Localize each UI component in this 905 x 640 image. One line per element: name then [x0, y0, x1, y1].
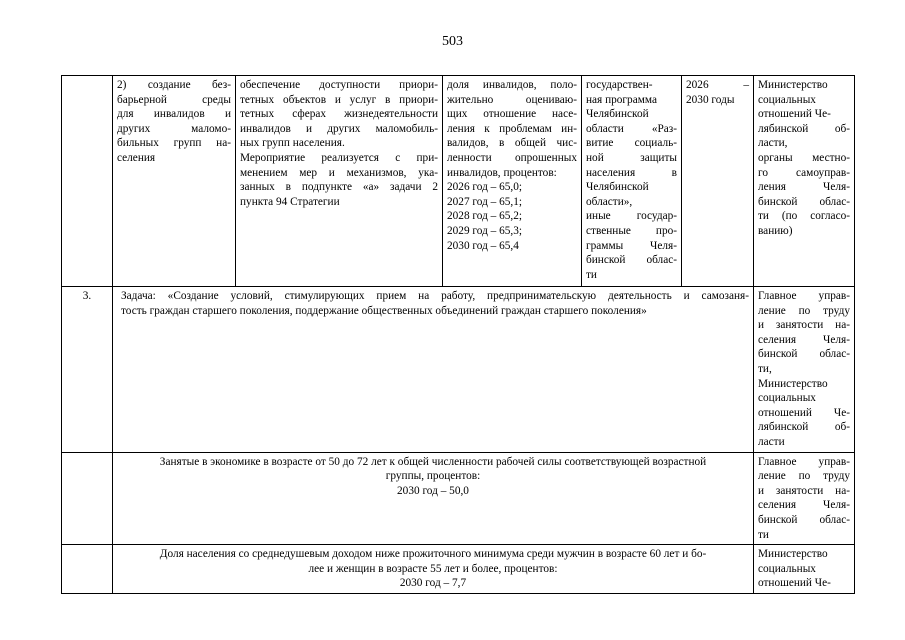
- responsible-line: отношений Че-: [758, 108, 831, 121]
- responsible-line: ванию): [758, 224, 793, 237]
- responsible-cell: [754, 287, 855, 453]
- responsible-line: селения Челя-: [758, 333, 850, 346]
- program-line: ной защиты: [586, 151, 677, 164]
- responsible-line: Министерство: [758, 79, 828, 91]
- responsible-line: ти (по согласо-: [758, 210, 850, 223]
- indicator-line: 2030 год – 65,4: [447, 239, 519, 252]
- table-row: [62, 545, 855, 594]
- responsible-line: селения Челя-: [758, 499, 850, 512]
- measure-line: занных в подпункте «а» задачи 2: [240, 181, 438, 194]
- task-line: для инвалидов и: [117, 108, 231, 121]
- indicator-line: Занятые в экономике в возрасте от 50 до 72 лет к общей численности рабочей силы соответствующей возрастной: [159, 455, 707, 468]
- task-line: селения: [117, 151, 156, 164]
- period-line: 2026 –: [686, 79, 749, 91]
- program-line: витие социаль-: [586, 137, 677, 150]
- program-cell: [582, 76, 682, 287]
- responsible-line: ти: [758, 528, 769, 541]
- responsible-line: органы местно-: [758, 151, 850, 164]
- period-line: 2030 годы: [686, 93, 735, 106]
- indicator-line: ленности опрошенных: [447, 151, 577, 164]
- measure-line: обеспечение доступности приори-: [240, 79, 438, 91]
- program-line: иные государ-: [586, 210, 677, 223]
- task-cell: [113, 76, 236, 287]
- task-line: барьерной среды: [117, 93, 231, 106]
- row-number-cell: [62, 545, 113, 594]
- responsible-line: Главное управ-: [758, 290, 850, 302]
- measure-line: менением мер и механизмов, ука-: [240, 166, 438, 179]
- responsible-line: ления Челя-: [758, 181, 850, 194]
- responsible-line: и занятости на-: [758, 484, 850, 497]
- measure-line: ных групп населения.: [240, 137, 345, 150]
- measure-line: тетных объектов и услуг в приори-: [240, 93, 438, 106]
- program-line: области «Раз-: [586, 122, 677, 135]
- indicator-line: 2027 год – 65,1;: [447, 195, 523, 208]
- indicator-line: 2030 год – 50,0: [397, 484, 469, 497]
- table-row: [62, 452, 855, 545]
- indicator-line: жительно оцениваю-: [447, 93, 577, 106]
- responsible-line: ти,: [758, 362, 772, 375]
- table-row: [62, 287, 855, 453]
- responsible-line: ление по труду: [758, 304, 850, 317]
- period-cell: [682, 76, 754, 287]
- task-cell: [113, 287, 754, 453]
- responsible-cell: [754, 76, 855, 287]
- program-line: ная программа: [586, 93, 657, 106]
- responsible-line: социальных: [758, 562, 816, 575]
- program-line: Челябинской: [586, 108, 649, 121]
- responsible-line: го самоуправ-: [758, 166, 850, 179]
- program-line: государствен-: [586, 79, 653, 91]
- responsible-line: Министерство: [758, 548, 828, 561]
- indicator-line: валидов, в общей чис-: [447, 137, 577, 150]
- responsible-line: ление по труду: [758, 470, 850, 483]
- row-number-cell: [62, 76, 113, 287]
- responsible-line: Министерство: [758, 377, 828, 390]
- indicator-line: ления к проблемам ин-: [447, 122, 577, 135]
- responsible-line: отношений Че-: [758, 577, 831, 590]
- indicator-cell: [113, 452, 754, 545]
- program-line: Челябинской: [586, 181, 649, 194]
- responsible-line: бинской облас-: [758, 348, 850, 361]
- measure-line: инвалидов и других маломобиль-: [240, 122, 438, 135]
- responsible-line: ласти,: [758, 137, 788, 150]
- responsible-line: лябинской об-: [758, 421, 850, 434]
- program-line: области»,: [586, 195, 633, 208]
- responsible-line: ласти: [758, 435, 785, 448]
- task-line: бильных групп на-: [117, 137, 231, 150]
- measure-line: тетных сферах жизнедеятельности: [240, 108, 438, 121]
- strategy-table: [61, 75, 855, 594]
- measure-line: пункта 94 Стратегии: [240, 195, 340, 208]
- row-number-cell: 3.: [62, 287, 113, 453]
- indicator-line: лее и женщин в возрасте 55 лет и более, процентов:: [308, 562, 558, 575]
- program-line: населения в: [586, 166, 677, 179]
- responsible-line: отношений Че-: [758, 406, 850, 419]
- indicator-cell: [113, 545, 754, 594]
- indicator-line: 2028 год – 65,2;: [447, 210, 523, 223]
- responsible-cell: [754, 545, 855, 594]
- responsible-line: социальных: [758, 392, 816, 405]
- indicator-line: группы, процентов:: [385, 470, 481, 483]
- row-number-cell: [62, 452, 113, 545]
- task-line: других маломо-: [117, 122, 231, 135]
- indicator-line: 2030 год – 7,7: [399, 577, 467, 590]
- measure-line: Мероприятие реализуется с при-: [240, 151, 438, 164]
- indicator-cell: [443, 76, 582, 287]
- responsible-cell: [754, 452, 855, 545]
- program-line: ти: [586, 268, 597, 281]
- responsible-line: бинской облас-: [758, 513, 850, 526]
- task-line: 2) создание без-: [117, 79, 231, 91]
- responsible-line: лябинской об-: [758, 122, 850, 135]
- indicator-line: 2029 год – 65,3;: [447, 224, 523, 237]
- task-line: тость граждан старшего поколения, поддержание общественных объединений граждан старшего поколения»: [121, 304, 647, 317]
- responsible-line: социальных: [758, 93, 816, 106]
- program-line: бинской облас-: [586, 254, 677, 267]
- program-line: ственные про-: [586, 224, 677, 237]
- responsible-line: и занятости на-: [758, 319, 850, 332]
- indicator-line: Доля населения со среднедушевым доходом ниже прожиточного минимума среди мужчин в возрасте 60 лет и бо-: [159, 548, 707, 561]
- task-line: Задача: «Создание условий, стимулирующих прием на работу, предпринимательскую деятельность и самозаня-: [121, 290, 749, 302]
- responsible-line: бинской облас-: [758, 195, 850, 208]
- indicator-line: доля инвалидов, поло-: [447, 79, 577, 91]
- indicator-line: 2026 год – 65,0;: [447, 181, 523, 194]
- responsible-line: Главное управ-: [758, 455, 850, 468]
- page-number: 503: [442, 34, 463, 49]
- measure-cell: [236, 76, 443, 287]
- program-line: граммы Челя-: [586, 239, 677, 252]
- indicator-line: щих отношение насе-: [447, 108, 577, 121]
- table-row: [62, 76, 855, 287]
- indicator-line: инвалидов, процентов:: [447, 166, 557, 179]
